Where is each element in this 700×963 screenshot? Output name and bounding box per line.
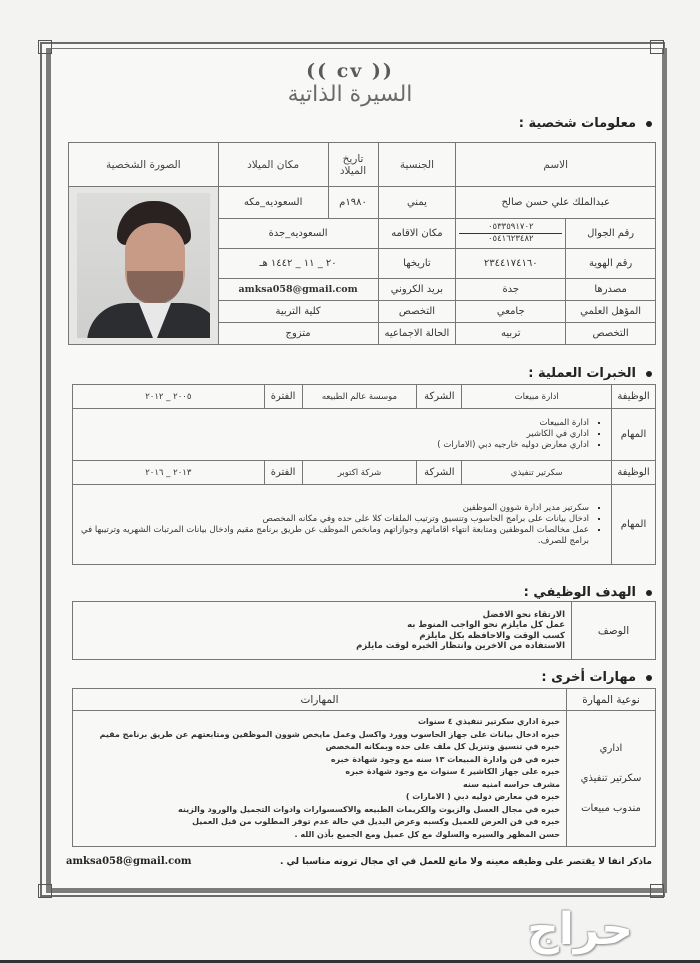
skills-type-header: نوعية المهارة [567, 689, 656, 711]
skill-line: خبره في فن العرض للعميل وكسبه وعرض البديل في حالة عدم توفر المطلوب من قبل العميل [192, 817, 560, 826]
exp2-tasks [73, 485, 612, 565]
nationality-value: يمني [378, 187, 456, 219]
exp1-tasks [73, 409, 612, 461]
birth-place-value: السعوديه_مكه [218, 187, 328, 219]
objective-line: كسب الوقت والاحافظه بكل مايلزم [419, 630, 565, 641]
id-source-label: مصدرها [566, 279, 656, 301]
skills-table [72, 688, 656, 847]
skill-lines [73, 711, 567, 847]
footer-note: ماذكر انفا لا يقتصر على وظيفه معينه ولا مانع للعمل في اي مجال ترونه مناسبا لي . [279, 857, 652, 867]
section-experience-label: الخبرات العملية : [528, 366, 636, 381]
id-date-value: ٢٠ _ ١١ _ ١٤٤٢ هـ [218, 249, 378, 279]
profile-photo [77, 193, 210, 338]
header-birth-date: تاريخ الميلاد [328, 143, 378, 187]
id-value: ٢٣٤٤١٧٤١٦٠ [456, 249, 566, 279]
exp1-period: ٢٠٠٥ _ ٢٠١٢ [73, 385, 265, 409]
personal-photo [69, 187, 219, 345]
border-corner-ornament [650, 884, 664, 898]
exp1-job: ادارة مبيعات [462, 385, 612, 409]
bullet-icon [646, 590, 652, 596]
residence-value: السعوديه_جدة [218, 219, 378, 249]
section-personal-heading [519, 116, 652, 131]
task-item: ▪ اداري معارض دوليه خارجيه دبي (الامارات ) [81, 440, 589, 451]
skill-line: حسن المظهر والسيره والسلوك مع كل عميل ومع الجميع بأذن الله . [294, 829, 560, 839]
marital-value: متزوج [218, 323, 378, 345]
birth-date-value: ١٩٨٠م [328, 187, 378, 219]
objective-line: الارتقاء نحو الافضل [482, 609, 565, 620]
name-value: عبدالملك علي حسن صالح [456, 187, 656, 219]
section-experience-heading [528, 366, 652, 381]
section-objective-label: الهدف الوظيفي : [523, 585, 636, 600]
mobile-2: ٠٥٤١٦٢٣٤٨٢ [487, 234, 534, 244]
major-label: التخصص [378, 301, 456, 323]
cv-label: (( cv )) [306, 60, 394, 82]
footer-email[interactable]: amksa058@gmail.com [66, 856, 192, 867]
objective-label: الوصف [572, 602, 656, 660]
skill-line: خبره في تنسيق وتنزيل كل ملف على حده وبمكانه المخصص [325, 742, 560, 751]
skill-type: سكرتير تنفيذي [580, 772, 642, 784]
haraj-watermark: حراج [527, 904, 633, 955]
id-source-value: جدة [456, 279, 566, 301]
objective-table [72, 601, 656, 660]
skill-type: اداري [599, 742, 623, 754]
section-personal-label: معلومات شخصية : [518, 116, 636, 131]
objective-line: الاستفاده من الاخرين وانتظار الخبره لوقت مايلزم [356, 641, 565, 651]
exp2-tasks-label: المهام [612, 485, 656, 565]
bullet-icon [646, 675, 652, 681]
skill-line: خبره ادخال بيانات على جهاز الحاسوب وورد واكسل وعمل مايخص شوون الموظفين ومتابعتهم عن طريق برنامج مقيم [99, 729, 560, 739]
skill-line: خبرة اداري سكرتير تنفيذي ٤ سنوات [418, 717, 560, 726]
id-date-label: تاريخها [378, 249, 456, 279]
exp2-period-label: الفترة [264, 461, 302, 485]
skill-line: خبره في فن وادارة المبيعات ١٣ سنه مع وجود شهادة خبره [330, 754, 560, 764]
exp1-tasks-label: المهام [612, 409, 656, 461]
exp2-job-label: الوظيفة [612, 461, 656, 485]
objective-line: عمل كل مايلزم نحو الواجب المنوط به [407, 620, 565, 630]
objective-lines [73, 602, 572, 660]
email-value[interactable]: amksa058@gmail.com [218, 279, 378, 301]
specialization-label: التخصص [566, 323, 656, 345]
skill-line: خبره على جهاز الكاشير ٤ سنوات مع وجود شهادة خبره [345, 767, 560, 776]
section-skills-heading [541, 670, 652, 685]
header-name: الاسم [456, 143, 656, 187]
exp1-company: موسسة عالم الطبيعه [302, 385, 417, 409]
task-item: ▪ ادارة المبيعات [81, 418, 589, 429]
border-corner-ornament [650, 40, 664, 54]
skill-line: خبره في مجال العسل والزيوت والكريمات الطبيعه والاكسسوارات وادوات التجميل والورود والزينه [178, 804, 560, 814]
specialization-value: تربيه [456, 323, 566, 345]
exp1-company-label: الشركة [417, 385, 462, 409]
bullet-icon [646, 371, 652, 377]
task-item: ▪ ادخال بيانات على برامج الحاسوب وتنسيق وترتيب الملفات كلا على حده وفي مكانه المخصص [81, 514, 589, 525]
bullet-icon [646, 121, 652, 127]
mobile-values [456, 219, 566, 249]
skill-line: خبره في معارض دوليه دبي ( الامارات ) [405, 792, 560, 801]
exp2-company: شركة اكتوبر [302, 461, 417, 485]
mobile-label: رقم الجوال [566, 219, 656, 249]
exp2-company-label: الشركة [417, 461, 462, 485]
header-photo: الصورة الشخصية [69, 143, 219, 187]
page-title: السيرة الذاتية [287, 82, 413, 107]
section-skills-label: مهارات أخرى : [541, 670, 636, 685]
qualification-label: المؤهل العلمي [566, 301, 656, 323]
header-birth-place: مكان الميلاد [218, 143, 328, 187]
exp2-period: ٢٠١٣ _ ٢٠١٦ [73, 461, 265, 485]
border-corner-ornament [38, 884, 52, 898]
experience-table [72, 384, 656, 565]
exp1-period-label: الفترة [264, 385, 302, 409]
email-label: بريد الكروني [378, 279, 456, 301]
exp2-job: سكرتير تنفيذي [462, 461, 612, 485]
qualification-value: جامعي [456, 301, 566, 323]
header-nationality: الجنسية [378, 143, 456, 187]
task-item: ▪ اداري في الكاشير [81, 429, 589, 440]
border-corner-ornament [38, 40, 52, 54]
residence-label: مكان الاقامه [378, 219, 456, 249]
section-objective-heading [524, 585, 652, 600]
personal-info-grid [68, 142, 656, 345]
skills-header: المهارات [73, 689, 567, 711]
task-item: ▪ عمل مخالصات الموظفين ومتابعة انتهاء اقاماتهم وجوازاتهم وماىخص الموظف عن طريق برنامج مقيم وادخال بيانات المرتبات الشهريه وترتيبها في برامج للصرف. [81, 525, 589, 547]
skill-type: مندوب مبيعات [581, 802, 641, 814]
task-item: ▪ سكرتير مدير ادارة شوون الموظفين [81, 503, 589, 514]
skill-types [567, 711, 656, 847]
id-label: رقم الهوية [566, 249, 656, 279]
exp1-job-label: الوظيفة [612, 385, 656, 409]
skill-line: مشرف حراسه امنيه سنه [463, 779, 560, 789]
mobile-1: ٠٥٣٣٥٩١٧٠٢ [459, 222, 562, 234]
marital-label: الحالة الاجماعيه [378, 323, 456, 345]
major-value: كلية التربية [218, 301, 378, 323]
